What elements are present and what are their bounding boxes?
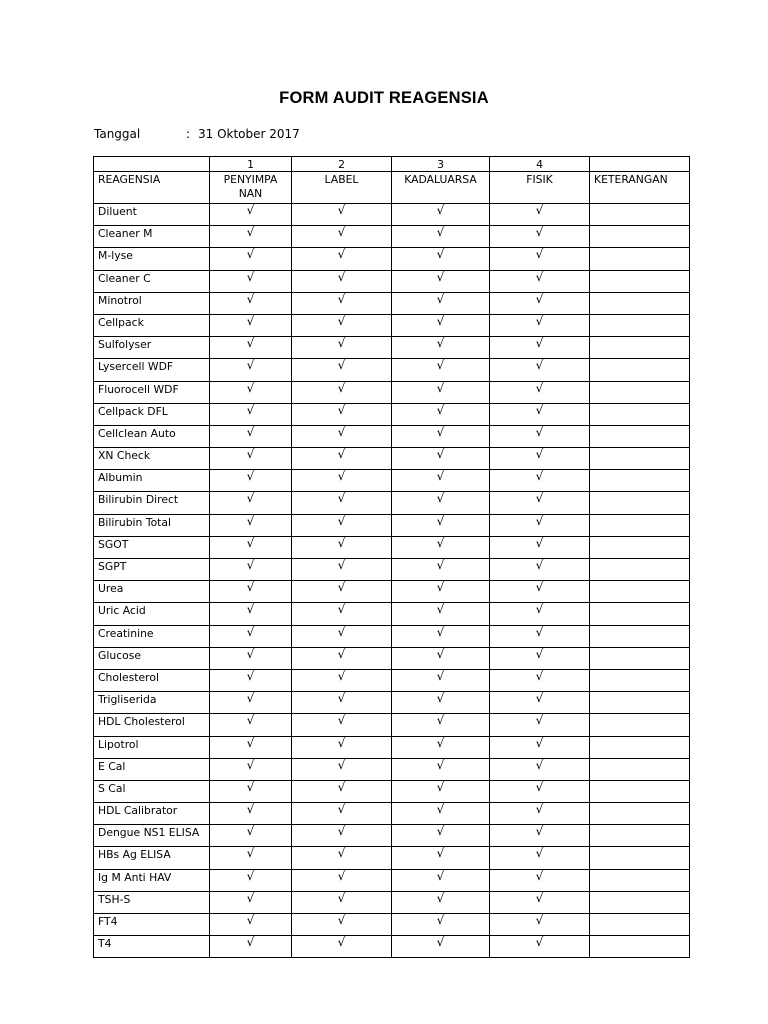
fisik-check: √ <box>490 714 590 736</box>
penyimpanan-check: √ <box>210 803 292 825</box>
fisik-check: √ <box>490 603 590 625</box>
fisik-check: √ <box>490 314 590 336</box>
fisik-check: √ <box>490 936 590 958</box>
column-number: 2 <box>292 157 392 172</box>
penyimpanan-check: √ <box>210 292 292 314</box>
table-row <box>94 292 690 314</box>
label-check: √ <box>292 514 392 536</box>
reagent-name: Trigliserida <box>94 692 210 714</box>
table-row <box>94 314 690 336</box>
fisik-check: √ <box>490 492 590 514</box>
keterangan-cell <box>590 403 690 425</box>
penyimpanan-check: √ <box>210 403 292 425</box>
date-separator: : <box>186 127 191 141</box>
reagent-name: Cholesterol <box>94 669 210 691</box>
column-number <box>94 157 210 172</box>
keterangan-cell <box>590 758 690 780</box>
kadaluarsa-check: √ <box>392 647 490 669</box>
reagent-name: T4 <box>94 936 210 958</box>
kadaluarsa-check: √ <box>392 292 490 314</box>
column-number: 3 <box>392 157 490 172</box>
keterangan-cell <box>590 869 690 891</box>
table-row <box>94 714 690 736</box>
reagent-name: SGOT <box>94 536 210 558</box>
fisik-check: √ <box>490 514 590 536</box>
kadaluarsa-check: √ <box>392 314 490 336</box>
kadaluarsa-check: √ <box>392 825 490 847</box>
table-row <box>94 536 690 558</box>
label-check: √ <box>292 403 392 425</box>
reagent-name: Uric Acid <box>94 603 210 625</box>
fisik-check: √ <box>490 248 590 270</box>
table-row <box>94 381 690 403</box>
penyimpanan-check: √ <box>210 425 292 447</box>
penyimpanan-check: √ <box>210 514 292 536</box>
keterangan-cell <box>590 292 690 314</box>
reagent-name: Bilirubin Total <box>94 514 210 536</box>
column-number: 4 <box>490 157 590 172</box>
penyimpanan-check: √ <box>210 581 292 603</box>
fisik-check: √ <box>490 359 590 381</box>
table-row <box>94 359 690 381</box>
header-reagensia: REAGENSIA <box>94 172 210 204</box>
penyimpanan-check: √ <box>210 270 292 292</box>
keterangan-cell <box>590 559 690 581</box>
reagent-name: Glucose <box>94 647 210 669</box>
keterangan-cell <box>590 337 690 359</box>
fisik-check: √ <box>490 847 590 869</box>
table-row <box>94 204 690 226</box>
penyimpanan-check: √ <box>210 204 292 226</box>
keterangan-cell <box>590 714 690 736</box>
table-row <box>94 603 690 625</box>
label-check: √ <box>292 226 392 248</box>
label-check: √ <box>292 825 392 847</box>
keterangan-cell <box>590 914 690 936</box>
reagent-name: Sulfolyser <box>94 337 210 359</box>
reagent-name: FT4 <box>94 914 210 936</box>
reagent-name: Diluent <box>94 204 210 226</box>
label-check: √ <box>292 780 392 802</box>
keterangan-cell <box>590 536 690 558</box>
page-title: FORM AUDIT REAGENSIA <box>279 89 489 107</box>
penyimpanan-check: √ <box>210 825 292 847</box>
keterangan-cell <box>590 492 690 514</box>
label-check: √ <box>292 669 392 691</box>
kadaluarsa-check: √ <box>392 425 490 447</box>
column-number <box>590 157 690 172</box>
label-check: √ <box>292 647 392 669</box>
reagent-name: M-lyse <box>94 248 210 270</box>
header-row <box>94 172 690 204</box>
label-check: √ <box>292 581 392 603</box>
header-kadaluarsa: KADALUARSA <box>392 172 490 204</box>
table-row <box>94 425 690 447</box>
penyimpanan-check: √ <box>210 692 292 714</box>
table-row <box>94 248 690 270</box>
reagent-name: S Cal <box>94 780 210 802</box>
table-row <box>94 825 690 847</box>
penyimpanan-check: √ <box>210 780 292 802</box>
label-check: √ <box>292 625 392 647</box>
penyimpanan-check: √ <box>210 625 292 647</box>
penyimpanan-check: √ <box>210 669 292 691</box>
kadaluarsa-check: √ <box>392 714 490 736</box>
label-check: √ <box>292 714 392 736</box>
reagent-name: Cleaner C <box>94 270 210 292</box>
header-keterangan: KETERANGAN <box>590 172 690 204</box>
penyimpanan-check: √ <box>210 847 292 869</box>
kadaluarsa-check: √ <box>392 226 490 248</box>
table-row <box>94 647 690 669</box>
label-check: √ <box>292 204 392 226</box>
fisik-check: √ <box>490 891 590 913</box>
label-check: √ <box>292 936 392 958</box>
keterangan-cell <box>590 692 690 714</box>
penyimpanan-check: √ <box>210 359 292 381</box>
table-row <box>94 914 690 936</box>
keterangan-cell <box>590 736 690 758</box>
label-check: √ <box>292 337 392 359</box>
kadaluarsa-check: √ <box>392 847 490 869</box>
table-row <box>94 891 690 913</box>
keterangan-cell <box>590 314 690 336</box>
kadaluarsa-check: √ <box>392 625 490 647</box>
reagent-name: Fluorocell WDF <box>94 381 210 403</box>
reagent-name: Ig M Anti HAV <box>94 869 210 891</box>
label-check: √ <box>292 603 392 625</box>
keterangan-cell <box>590 603 690 625</box>
fisik-check: √ <box>490 869 590 891</box>
keterangan-cell <box>590 226 690 248</box>
keterangan-cell <box>590 448 690 470</box>
label-check: √ <box>292 492 392 514</box>
keterangan-cell <box>590 625 690 647</box>
date-label: Tanggal <box>94 127 141 141</box>
keterangan-cell <box>590 425 690 447</box>
table-row <box>94 270 690 292</box>
kadaluarsa-check: √ <box>392 270 490 292</box>
fisik-check: √ <box>490 337 590 359</box>
fisik-check: √ <box>490 559 590 581</box>
kadaluarsa-check: √ <box>392 581 490 603</box>
table-row <box>94 514 690 536</box>
fisik-check: √ <box>490 381 590 403</box>
fisik-check: √ <box>490 736 590 758</box>
fisik-check: √ <box>490 270 590 292</box>
table-row <box>94 403 690 425</box>
kadaluarsa-check: √ <box>392 514 490 536</box>
fisik-check: √ <box>490 625 590 647</box>
fisik-check: √ <box>490 226 590 248</box>
reagent-name: Cellclean Auto <box>94 425 210 447</box>
fisik-check: √ <box>490 780 590 802</box>
reagent-name: Lysercell WDF <box>94 359 210 381</box>
label-check: √ <box>292 470 392 492</box>
reagent-name: Cellpack <box>94 314 210 336</box>
kadaluarsa-check: √ <box>392 448 490 470</box>
label-check: √ <box>292 559 392 581</box>
table-row <box>94 669 690 691</box>
keterangan-cell <box>590 780 690 802</box>
table-row <box>94 869 690 891</box>
kadaluarsa-check: √ <box>392 204 490 226</box>
column-number: 1 <box>210 157 292 172</box>
fisik-check: √ <box>490 448 590 470</box>
kadaluarsa-check: √ <box>392 758 490 780</box>
reagent-name: HBs Ag ELISA <box>94 847 210 869</box>
label-check: √ <box>292 891 392 913</box>
reagent-name: Dengue NS1 ELISA <box>94 825 210 847</box>
keterangan-cell <box>590 270 690 292</box>
label-check: √ <box>292 692 392 714</box>
kadaluarsa-check: √ <box>392 403 490 425</box>
date-value: 31 Oktober 2017 <box>198 127 300 141</box>
reagent-name: Minotrol <box>94 292 210 314</box>
label-check: √ <box>292 536 392 558</box>
kadaluarsa-check: √ <box>392 248 490 270</box>
reagent-name: Bilirubin Direct <box>94 492 210 514</box>
kadaluarsa-check: √ <box>392 536 490 558</box>
table-row <box>94 692 690 714</box>
label-check: √ <box>292 847 392 869</box>
fisik-check: √ <box>490 536 590 558</box>
kadaluarsa-check: √ <box>392 559 490 581</box>
fisik-check: √ <box>490 425 590 447</box>
kadaluarsa-check: √ <box>392 736 490 758</box>
label-check: √ <box>292 248 392 270</box>
penyimpanan-check: √ <box>210 248 292 270</box>
reagent-name: Creatinine <box>94 625 210 647</box>
table-row <box>94 559 690 581</box>
penyimpanan-check: √ <box>210 891 292 913</box>
fisik-check: √ <box>490 669 590 691</box>
penyimpanan-check: √ <box>210 647 292 669</box>
keterangan-cell <box>590 936 690 958</box>
kadaluarsa-check: √ <box>392 337 490 359</box>
keterangan-cell <box>590 669 690 691</box>
table-row <box>94 581 690 603</box>
penyimpanan-check: √ <box>210 337 292 359</box>
reagent-name: Albumin <box>94 470 210 492</box>
penyimpanan-check: √ <box>210 314 292 336</box>
fisik-check: √ <box>490 758 590 780</box>
reagent-name: SGPT <box>94 559 210 581</box>
label-check: √ <box>292 914 392 936</box>
table-row <box>94 847 690 869</box>
kadaluarsa-check: √ <box>392 869 490 891</box>
kadaluarsa-check: √ <box>392 359 490 381</box>
reagent-name: HDL Calibrator <box>94 803 210 825</box>
kadaluarsa-check: √ <box>392 780 490 802</box>
label-check: √ <box>292 448 392 470</box>
header-penyimpanan: PENYIMPA NAN <box>210 172 292 204</box>
label-check: √ <box>292 758 392 780</box>
label-check: √ <box>292 425 392 447</box>
kadaluarsa-check: √ <box>392 803 490 825</box>
label-check: √ <box>292 292 392 314</box>
table-row <box>94 492 690 514</box>
table-row <box>94 226 690 248</box>
column-number-row <box>94 157 690 172</box>
table-row <box>94 780 690 802</box>
keterangan-cell <box>590 359 690 381</box>
table-row <box>94 625 690 647</box>
label-check: √ <box>292 270 392 292</box>
penyimpanan-check: √ <box>210 603 292 625</box>
penyimpanan-check: √ <box>210 758 292 780</box>
header-fisik: FISIK <box>490 172 590 204</box>
label-check: √ <box>292 314 392 336</box>
fisik-check: √ <box>490 914 590 936</box>
penyimpanan-check: √ <box>210 869 292 891</box>
table-row <box>94 337 690 359</box>
reagent-name: Urea <box>94 581 210 603</box>
keterangan-cell <box>590 847 690 869</box>
keterangan-cell <box>590 204 690 226</box>
penyimpanan-check: √ <box>210 381 292 403</box>
kadaluarsa-check: √ <box>392 936 490 958</box>
reagent-name: Cellpack DFL <box>94 403 210 425</box>
keterangan-cell <box>590 647 690 669</box>
fisik-check: √ <box>490 204 590 226</box>
reagent-name: TSH-S <box>94 891 210 913</box>
table-row <box>94 803 690 825</box>
fisik-check: √ <box>490 403 590 425</box>
penyimpanan-check: √ <box>210 736 292 758</box>
penyimpanan-check: √ <box>210 559 292 581</box>
penyimpanan-check: √ <box>210 492 292 514</box>
keterangan-cell <box>590 470 690 492</box>
table-row <box>94 470 690 492</box>
fisik-check: √ <box>490 581 590 603</box>
kadaluarsa-check: √ <box>392 692 490 714</box>
kadaluarsa-check: √ <box>392 669 490 691</box>
penyimpanan-check: √ <box>210 936 292 958</box>
table-row <box>94 448 690 470</box>
kadaluarsa-check: √ <box>392 492 490 514</box>
table-row <box>94 758 690 780</box>
keterangan-cell <box>590 248 690 270</box>
fisik-check: √ <box>490 292 590 314</box>
keterangan-cell <box>590 825 690 847</box>
keterangan-cell <box>590 803 690 825</box>
penyimpanan-check: √ <box>210 714 292 736</box>
reagent-name: E Cal <box>94 758 210 780</box>
label-check: √ <box>292 736 392 758</box>
reagent-name: HDL Cholesterol <box>94 714 210 736</box>
fisik-check: √ <box>490 803 590 825</box>
audit-table <box>93 156 690 958</box>
fisik-check: √ <box>490 470 590 492</box>
table-row <box>94 936 690 958</box>
kadaluarsa-check: √ <box>392 603 490 625</box>
penyimpanan-check: √ <box>210 914 292 936</box>
penyimpanan-check: √ <box>210 536 292 558</box>
kadaluarsa-check: √ <box>392 914 490 936</box>
table-row <box>94 736 690 758</box>
label-check: √ <box>292 359 392 381</box>
keterangan-cell <box>590 514 690 536</box>
fisik-check: √ <box>490 692 590 714</box>
reagent-name: Lipotrol <box>94 736 210 758</box>
keterangan-cell <box>590 891 690 913</box>
kadaluarsa-check: √ <box>392 891 490 913</box>
penyimpanan-check: √ <box>210 448 292 470</box>
kadaluarsa-check: √ <box>392 470 490 492</box>
fisik-check: √ <box>490 825 590 847</box>
kadaluarsa-check: √ <box>392 381 490 403</box>
label-check: √ <box>292 381 392 403</box>
label-check: √ <box>292 803 392 825</box>
fisik-check: √ <box>490 647 590 669</box>
penyimpanan-check: √ <box>210 226 292 248</box>
header-label: LABEL <box>292 172 392 204</box>
keterangan-cell <box>590 581 690 603</box>
reagent-name: XN Check <box>94 448 210 470</box>
reagent-name: Cleaner M <box>94 226 210 248</box>
label-check: √ <box>292 869 392 891</box>
keterangan-cell <box>590 381 690 403</box>
penyimpanan-check: √ <box>210 470 292 492</box>
